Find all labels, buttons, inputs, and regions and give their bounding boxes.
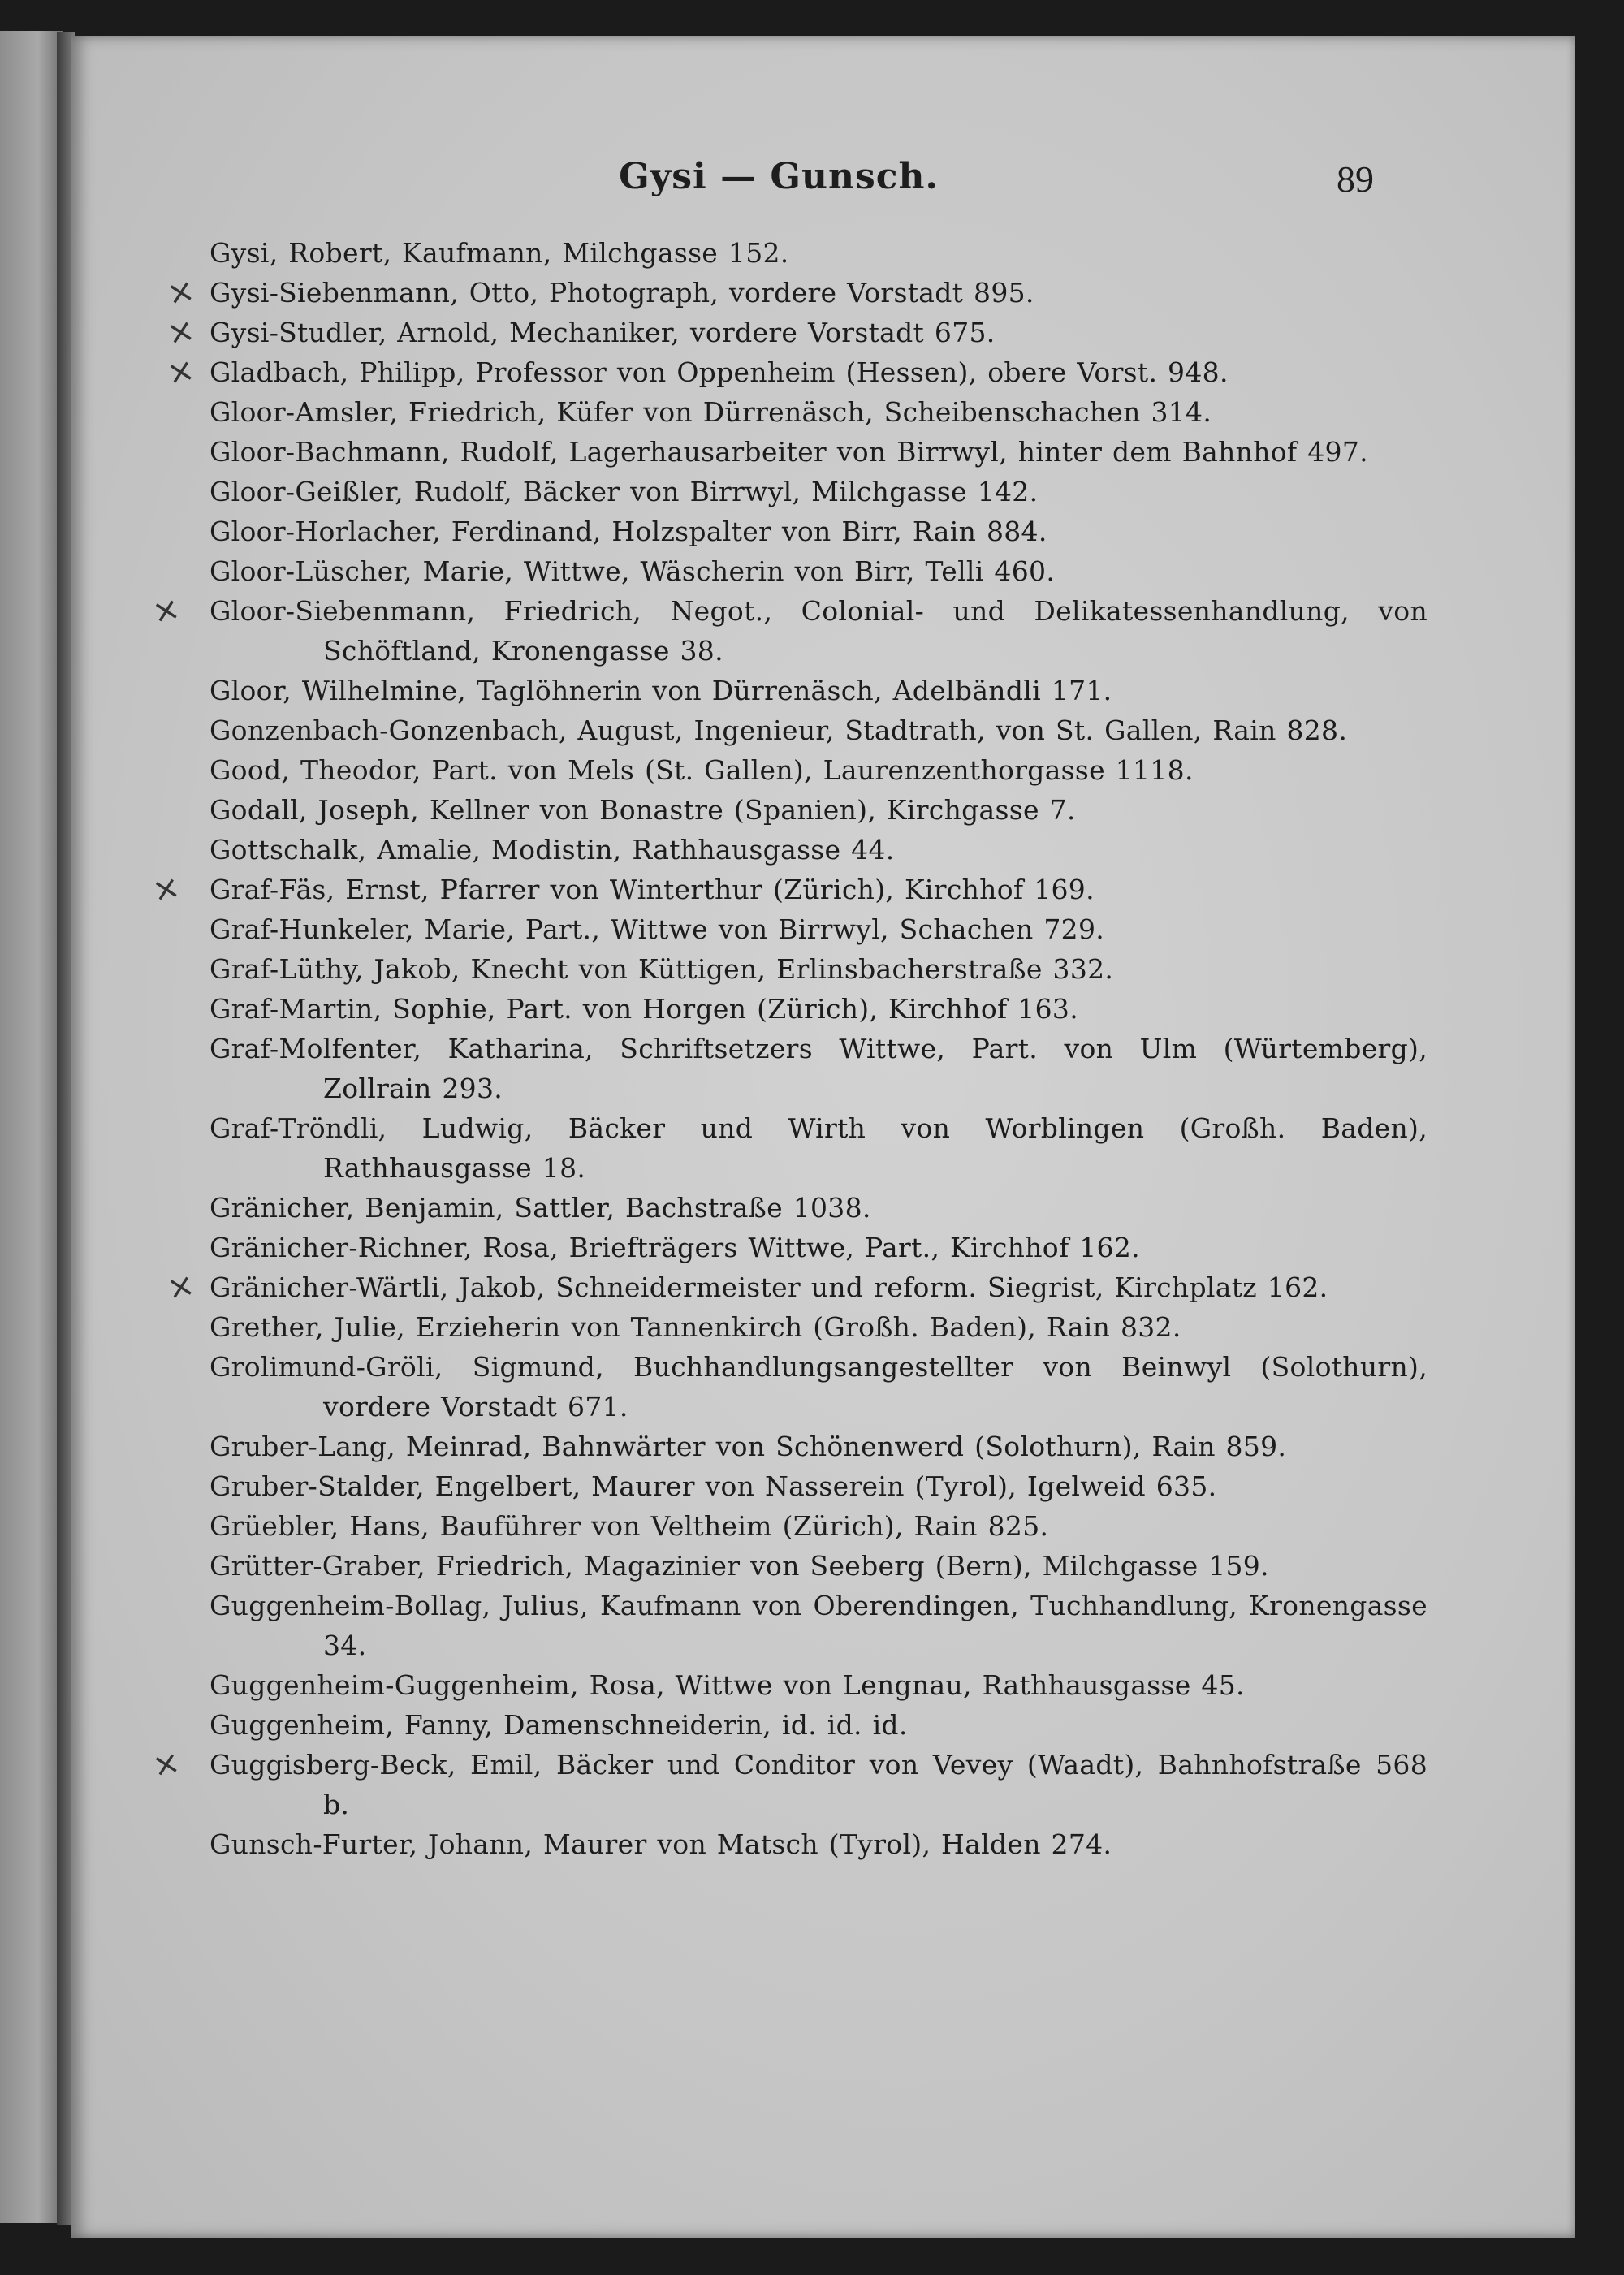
- entry-text: Gloor-Lüscher, Marie, Wittwe, Wäscherin von Birr, Telli 460.: [209, 555, 1056, 587]
- entry-text: Gottschalk, Amalie, Modistin, Rathhausgasse 44.: [209, 834, 895, 866]
- directory-entry: [163, 270, 1427, 314]
- directory-entry: [209, 671, 1427, 710]
- entry-text: Grüebler, Hans, Bauführer von Veltheim (Zürich), Rain 825.: [209, 1510, 1049, 1542]
- entry-text: Guggenheim, Fanny, Damenschneiderin, id. id. id.: [209, 1709, 908, 1741]
- entry-text: Good, Theodor, Part. von Mels (St. Gallen), Laurenzenthorgasse 1118.: [209, 754, 1194, 786]
- entry-text: Graf-Lüthy, Jakob, Knecht von Küttigen, Erlinsbacherstraße 332.: [209, 953, 1114, 985]
- pencil-cross-mark: ×: [149, 1742, 184, 1786]
- pencil-cross-mark: ×: [149, 867, 184, 911]
- directory-entry: [209, 710, 1427, 750]
- directory-entry: [209, 830, 1427, 870]
- entry-text: Graf-Tröndli, Ludwig, Bäcker und Wirth von Worblingen (Großh. Baden), Rathhausgasse 18.: [209, 1112, 1427, 1184]
- running-head: [71, 149, 1575, 214]
- directory-entry: [209, 233, 1427, 273]
- entry-text: Gloor-Siebenmann, Friedrich, Negot., Colonial- und Delikatessenhandlung, von Schöftland, Kronengasse 38.: [209, 595, 1427, 667]
- directory-entry: [209, 1506, 1427, 1546]
- entry-text: Gloor-Bachmann, Rudolf, Lagerhausarbeiter von Birrwyl, hinter dem Bahnhof 497.: [209, 436, 1368, 468]
- entry-text: Gloor-Horlacher, Ferdinand, Holzspalter von Birr, Rain 884.: [209, 516, 1047, 547]
- directory-entries: [149, 233, 1427, 1864]
- entry-text: Gloor-Amsler, Friedrich, Küfer von Dürrenäsch, Scheibenschachen 314.: [209, 396, 1212, 428]
- entry-text: Gunsch-Furter, Johann, Maurer von Matsch (Tyrol), Halden 274.: [209, 1828, 1112, 1860]
- directory-entry: [209, 1466, 1427, 1506]
- directory-entry: [209, 1586, 1427, 1665]
- directory-entry: [209, 472, 1427, 512]
- entry-text: Gysi, Robert, Kaufmann, Milchgasse 152.: [209, 237, 789, 269]
- directory-entry: [209, 432, 1427, 472]
- directory-entry: [149, 589, 1427, 671]
- entry-text: Gladbach, Philipp, Professor von Oppenheim (Hessen), obere Vorst. 948.: [209, 356, 1229, 388]
- entry-text: Guggenheim-Guggenheim, Rosa, Wittwe von Lengnau, Rathhausgasse 45.: [209, 1669, 1245, 1701]
- pencil-cross-mark: ×: [163, 350, 199, 394]
- directory-entry: [209, 1347, 1427, 1427]
- entry-text: Gruber-Stalder, Engelbert, Maurer von Nasserein (Tyrol), Igelweid 635.: [209, 1470, 1217, 1502]
- entry-text: Graf-Fäs, Ernst, Pfarrer von Winterthur (Zürich), Kirchhof 169.: [209, 874, 1095, 905]
- directory-entry: [149, 867, 1427, 911]
- directory-entry: [209, 1307, 1427, 1347]
- directory-entry: [209, 512, 1427, 551]
- entry-text: Gruber-Lang, Meinrad, Bahnwärter von Schönenwerd (Solothurn), Rain 859.: [209, 1431, 1287, 1462]
- directory-entry: [209, 1188, 1427, 1228]
- pencil-cross-mark: ×: [163, 310, 199, 354]
- entry-text: Grolimund-Gröli, Sigmund, Buchhandlungsangestellter von Beinwyl (Solothurn), vordere Vorstadt 671.: [209, 1351, 1427, 1422]
- directory-entry: [209, 1824, 1427, 1864]
- entry-text: Gränicher-Wärtli, Jakob, Schneidermeister und reform. Siegrist, Kirchplatz 162.: [209, 1271, 1328, 1303]
- directory-entry: [209, 1228, 1427, 1267]
- previous-page-edge: [0, 31, 63, 2223]
- directory-entry: [209, 551, 1427, 591]
- entry-text: Godall, Joseph, Kellner von Bonastre (Spanien), Kirchgasse 7.: [209, 794, 1076, 826]
- directory-entry: [163, 350, 1427, 394]
- directory-entry: [209, 1705, 1427, 1745]
- directory-entry: [209, 1665, 1427, 1705]
- directory-entry: [209, 392, 1427, 432]
- entry-text: Grether, Julie, Erzieherin von Tannenkirch (Großh. Baden), Rain 832.: [209, 1311, 1181, 1343]
- entry-text: Graf-Molfenter, Katharina, Schriftsetzers Wittwe, Part. von Ulm (Würtemberg), Zollrain 293.: [209, 1033, 1427, 1104]
- directory-entry: [209, 909, 1427, 949]
- directory-entry: [163, 1265, 1427, 1309]
- entry-text: Gränicher-Richner, Rosa, Briefträgers Wittwe, Part., Kirchhof 162.: [209, 1232, 1140, 1263]
- directory-entry: [209, 949, 1427, 989]
- entry-text: Gloor-Geißler, Rudolf, Bäcker von Birrwyl, Milchgasse 142.: [209, 476, 1039, 507]
- directory-entry: [209, 790, 1427, 830]
- directory-entry: [209, 989, 1427, 1029]
- entry-text: Gonzenbach-Gonzenbach, August, Ingenieur, Stadtrath, von St. Gallen, Rain 828.: [209, 714, 1348, 746]
- entry-text: Gysi-Studler, Arnold, Mechaniker, vordere Vorstadt 675.: [209, 317, 996, 348]
- entry-text: Guggisberg-Beck, Emil, Bäcker und Conditor von Vevey (Waadt), Bahnhofstraße 568 b.: [209, 1749, 1427, 1820]
- running-title: Gysi — Gunsch.: [619, 156, 939, 197]
- pencil-cross-mark: ×: [149, 589, 184, 632]
- book-page: [71, 36, 1575, 2238]
- entry-text: Grütter-Graber, Friedrich, Magazinier von Seeberg (Bern), Milchgasse 159.: [209, 1550, 1269, 1582]
- entry-text: Graf-Martin, Sophie, Part. von Horgen (Zürich), Kirchhof 163.: [209, 993, 1078, 1025]
- directory-entry: [163, 310, 1427, 354]
- directory-entry: [209, 1427, 1427, 1466]
- pencil-cross-mark: ×: [163, 1265, 199, 1309]
- directory-entry: [209, 1029, 1427, 1108]
- page-number: 89: [1337, 158, 1374, 200]
- directory-entry: [209, 750, 1427, 790]
- directory-entry: [209, 1546, 1427, 1586]
- pencil-cross-mark: ×: [163, 270, 199, 314]
- entry-text: Gloor, Wilhelmine, Taglöhnerin von Dürrenäsch, Adelbändli 171.: [209, 675, 1112, 706]
- entry-text: Gränicher, Benjamin, Sattler, Bachstraße 1038.: [209, 1192, 871, 1224]
- entry-text: Guggenheim-Bollag, Julius, Kaufmann von Oberendingen, Tuchhandlung, Kronengasse 34.: [209, 1590, 1427, 1661]
- directory-entry: [149, 1742, 1427, 1824]
- directory-entry: [209, 1108, 1427, 1188]
- entry-text: Graf-Hunkeler, Marie, Part., Wittwe von Birrwyl, Schachen 729.: [209, 913, 1105, 945]
- entry-text: Gysi-Siebenmann, Otto, Photograph, vordere Vorstadt 895.: [209, 277, 1034, 309]
